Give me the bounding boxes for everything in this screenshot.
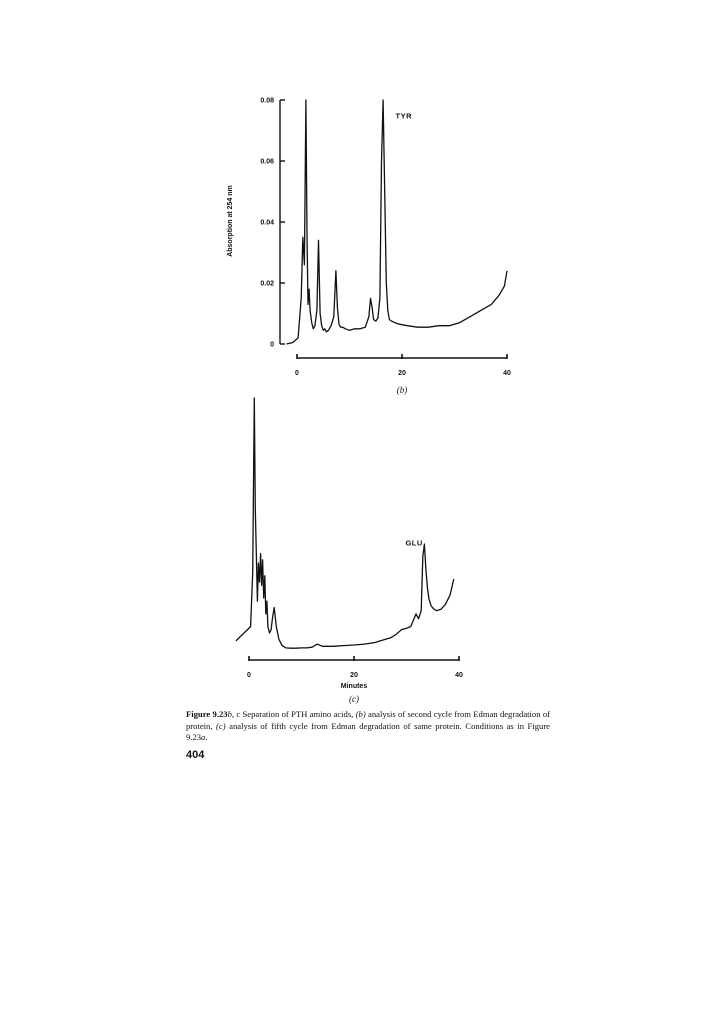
x-tick-label: 20 xyxy=(398,370,406,377)
caption-figure-letter: b xyxy=(227,709,232,719)
y-axis-label: Absorption at 254 nm xyxy=(227,185,234,257)
y-tick-label: 0.06 xyxy=(260,158,274,166)
x-tick-label: 0 xyxy=(247,672,251,679)
page-number: 404 xyxy=(186,749,205,761)
caption-part-b: (b) xyxy=(355,709,366,719)
caption-text-3: analysis of fifth cycle from Edman degradation of same protein. Conditions as in Figure 9.23 xyxy=(186,720,550,743)
peak-label: TYR xyxy=(395,111,413,121)
panel-label: (b) xyxy=(396,385,408,395)
x-tick-label: 0 xyxy=(295,370,299,377)
figure-caption xyxy=(186,709,550,744)
caption-text-4: . xyxy=(205,732,208,743)
y-tick-label: 0.02 xyxy=(260,280,274,288)
y-tick-label: 0 xyxy=(270,341,274,349)
x-tick-label: 40 xyxy=(455,672,463,679)
y-tick-label: 0.08 xyxy=(260,97,274,105)
chart-panel-0 xyxy=(227,98,511,396)
x-tick-label: 40 xyxy=(503,370,511,377)
series-line-0 xyxy=(287,100,508,344)
series-line-0 xyxy=(236,398,454,648)
caption-text-1: , c Separation of PTH amino acids, xyxy=(231,709,356,719)
x-tick-label: 20 xyxy=(350,672,358,679)
y-tick-label: 0.04 xyxy=(260,219,274,227)
x-axis-label: Minutes xyxy=(340,683,368,690)
caption-ref-a: a xyxy=(201,732,206,743)
caption-part-c: (c) xyxy=(216,720,226,731)
caption-figure-ref: Figure 9.23 xyxy=(186,709,228,719)
peak-label: GLU xyxy=(405,538,423,548)
caption-text-2: analysis of second cycle from Edman degradation of protein, xyxy=(186,709,551,731)
chart-panel-1 xyxy=(236,398,463,704)
panel-label: (c) xyxy=(349,694,359,704)
